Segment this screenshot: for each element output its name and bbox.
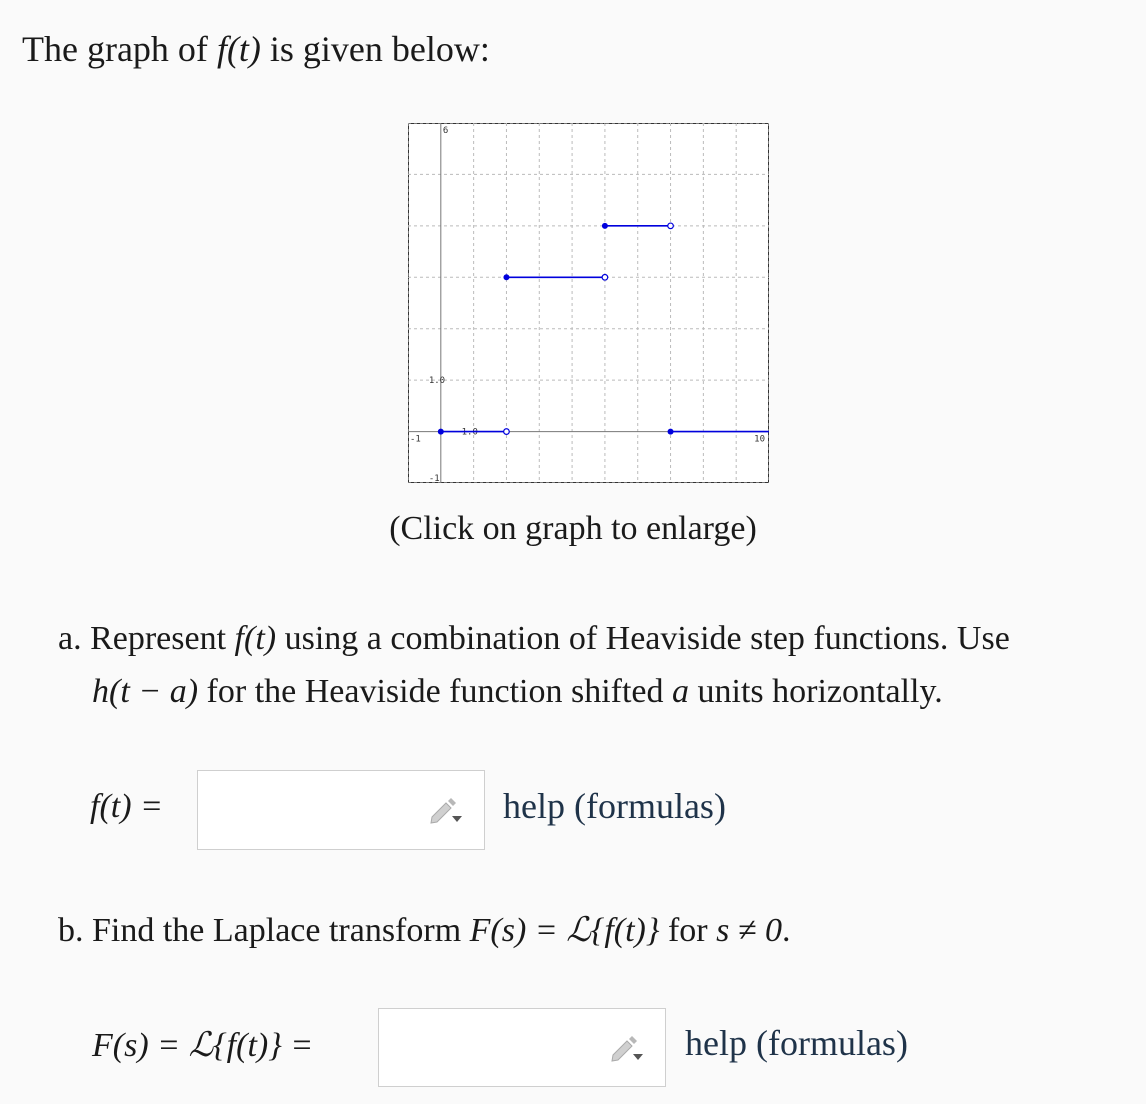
tick-label-y-top: 6 [442, 126, 449, 136]
s-condition: s ≠ 0 [716, 912, 783, 949]
part-a-suffix: units horizontally. [689, 673, 943, 710]
answer-box-b[interactable] [378, 1008, 666, 1087]
pencil-icon[interactable] [426, 795, 466, 825]
open-endpoint [504, 429, 510, 435]
part-a-prefix: a. Represent [58, 620, 235, 657]
f-of-t-input[interactable] [198, 771, 428, 849]
open-endpoint [602, 274, 608, 280]
part-a-function: f(t) [234, 620, 277, 657]
function-graph[interactable] [408, 123, 769, 483]
part-a-instruction [58, 612, 1118, 718]
closed-endpoint [668, 429, 674, 435]
intro-text [22, 28, 490, 70]
heaviside-notation: h(t − a) [92, 673, 199, 710]
tick-label-y-neg: -1 [428, 474, 440, 483]
part-b-instruction [58, 904, 791, 957]
part-b-prefix: b. Find the Laplace transform [58, 912, 470, 949]
closed-endpoint [438, 429, 444, 435]
graph-svg[interactable] [408, 123, 769, 483]
laplace-label: F(s) = ℒ{f(t)} = [92, 1027, 314, 1064]
closed-endpoint [503, 274, 509, 280]
answer-box-a[interactable] [197, 770, 485, 850]
part-b-suffix: . [782, 912, 791, 949]
laplace-expression: F(s) = ℒ{f(t)} [469, 912, 660, 949]
open-endpoint [668, 223, 674, 229]
part-a-line2 [58, 665, 1118, 718]
tick-label-x-right: 10 [754, 434, 765, 445]
intro-suffix: is given below: [260, 29, 490, 69]
graph-caption: (Click on graph to enlarge) [389, 510, 757, 547]
intro-function: f(t) [216, 29, 261, 69]
shift-variable: a [672, 673, 690, 710]
help-formulas-link-a[interactable]: help (formulas) [503, 786, 726, 826]
intro-prefix: The graph of [22, 29, 217, 69]
closed-endpoint [602, 223, 608, 229]
part-a-mid: using a combination of Heaviside step functions. Use [276, 620, 1010, 657]
f-of-t-label: f(t) = [90, 788, 163, 825]
part-b-mid: for [659, 912, 717, 949]
tick-label-x-neg: -1 [410, 434, 421, 445]
tick-label-y-one: 1.0 [428, 376, 446, 387]
laplace-input[interactable] [379, 1009, 609, 1086]
tick-label-x-one: 1.0 [461, 427, 478, 438]
pencil-icon[interactable] [607, 1033, 647, 1063]
help-formulas-link-b[interactable]: help (formulas) [685, 1023, 908, 1063]
part-a-mid2: for the Heaviside function shifted [198, 673, 673, 710]
